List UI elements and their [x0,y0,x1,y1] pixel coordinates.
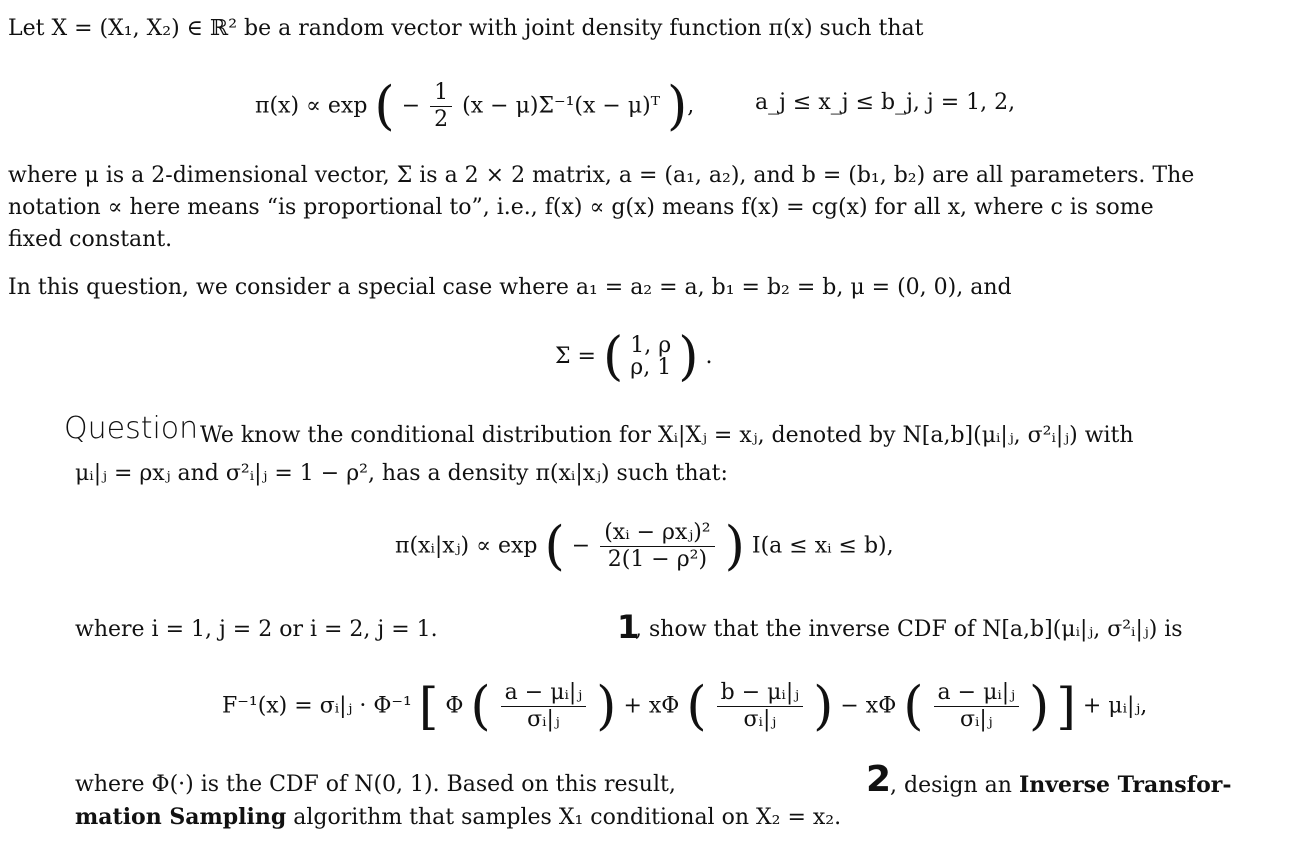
equation-inverse-cdf: F⁻¹(x) = σᵢ|ⱼ · Φ⁻¹ [ Φ ( $\frac{\text{a − μᵢ|ⱼ}}{\text{σᵢ|ⱼ}}$ ) + xΦ ( $\frac{\text{b − μᵢ|ⱼ}}{\text{σᵢ|ⱼ}}$ ) − xΦ ( $\frac{\text{a − μᵢ|ⱼ}}{\text{σᵢ|ⱼ}}$ ) ] + μᵢ|ⱼ, [222,676,1148,737]
handwritten-number-1: 1 [617,608,640,646]
question-line-1: We know the conditional distribution for Xᵢ|Xⱼ = xⱼ, denoted by N[a,b](μᵢ|ⱼ, σ²ᵢ|ⱼ) with [200,423,1134,448]
question-line-4-right: , design an Inverse Transfor- [890,772,1232,798]
sigma-left: Σ = [555,344,596,369]
eq1-fraction: $\frac{1}{2}$ [430,80,452,133]
eq3-fraction-2: $\frac{\text{b − μᵢ|ⱼ}}{\text{σᵢ|ⱼ}}$ [717,680,803,733]
equation-joint-density: π(x) ∝ exp ( − $\frac{1}{2}$ (x − μ)Σ⁻¹(x − μ)ᵀ ), [255,76,695,137]
equation-sigma-matrix: Σ = ( 1, ρ ρ, 1 ) . [555,327,713,387]
sigma-matrix-entries: 1, ρ ρ, 1 [630,333,672,380]
eq3-left: F⁻¹(x) = σᵢ|ⱼ · Φ⁻¹ [222,693,412,719]
paragraph-1-line-2: where μ is a 2-dimensional vector, Σ is a 2 × 2 matrix, a = (a₁, a₂), and b = (b₁, b₂) are all parameters. The [8,163,1195,188]
question-line-4-left: where Φ(·) is the CDF of N(0, 1). Based on this result, [75,772,676,797]
handwritten-number-2: 2 [866,759,892,800]
handwritten-question-label: Question [64,411,199,446]
question-line-3-left: where i = 1, j = 2 or i = 2, j = 1. [75,617,438,642]
eq1-constraint: a_j ≤ x_j ≤ b_j, j = 1, 2, [755,90,1016,115]
question-line-3-right: , show that the inverse CDF of N[a,b](μᵢ|ⱼ, σ²ᵢ|ⱼ) is [635,617,1183,642]
paragraph-1-line-1: Let X = (X₁, X₂) ∈ ℝ² be a random vector with joint density function π(x) such that [8,16,924,41]
question-line-2: μᵢ|ⱼ = ρxⱼ and σ²ᵢ|ⱼ = 1 − ρ², has a density π(xᵢ|xⱼ) such that: [75,461,728,486]
eq1-left: π(x) ∝ exp [255,93,368,119]
eq1-quadratic-form: (x − μ)Σ⁻¹(x − μ)ᵀ [462,93,660,119]
paragraph-2-line-1: In this question, we consider a special case where a₁ = a₂ = a, b₁ = b₂ = b, μ = (0, 0), and [8,275,1012,300]
eq2-fraction: $\frac{\text{(xᵢ − ρxⱼ)²}}{\text{2(1 − ρ²)}}$ [600,520,714,573]
eq3-fraction-1: $\frac{\text{a − μᵢ|ⱼ}}{\text{σᵢ|ⱼ}}$ [501,680,586,733]
paragraph-1-line-3: notation ∝ here means “is proportional to”, i.e., f(x) ∝ g(x) means f(x) = cg(x) for all x, where c is some [8,195,1154,220]
eq2-indicator: I(a ≤ xᵢ ≤ b), [751,533,894,559]
eq2-left: π(xᵢ|xⱼ) ∝ exp [395,533,538,559]
question-line-5: mation Sampling algorithm that samples X₁ conditional on X₂ = x₂. [75,804,842,830]
eq3-fraction-3: $\frac{\text{a − μᵢ|ⱼ}}{\text{σᵢ|ⱼ}}$ [934,680,1019,733]
equation-conditional-density: π(xᵢ|xⱼ) ∝ exp ( − $\frac{\text{(xᵢ − ρxⱼ)²}}{\text{2(1 − ρ²)}}$ ) I(a ≤ xᵢ ≤ b), [395,516,894,577]
paragraph-1-line-4: fixed constant. [8,227,173,252]
